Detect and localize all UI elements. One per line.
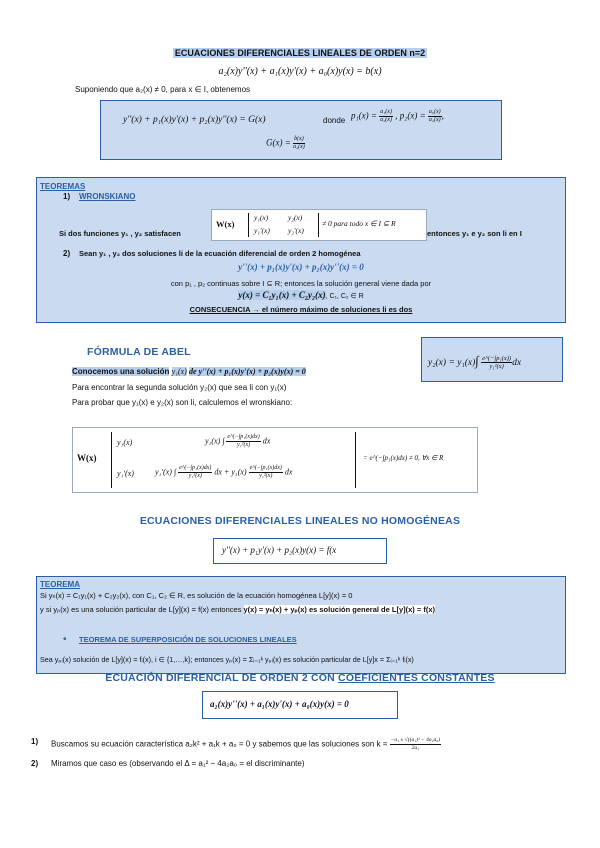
p1-label: p₁(x) = [351, 110, 377, 121]
g-denominator: a₂(x) [293, 144, 305, 150]
wronskian-condition: ≠ 0 para todo x ∈ I ⊆ R [322, 219, 396, 228]
abel-w-r1-fraction [226, 434, 260, 449]
page-title: ECUACIONES DIFERENCIALES LINEALES DE ORDEN n=2 [174, 48, 426, 58]
wronskiano-title: WRONSKIANO [79, 192, 136, 201]
abel-w-r2c2-wrap [155, 465, 292, 480]
abel-w-r2-num: e^(−∫p₁(x)dx) [179, 465, 212, 471]
superposition-line: Sea yₚᵢ(x) solución de L[y](x) = fᵢ(x), i ∈ {1,…,k}; entonces yₚ(x) = Σᵢ₌₁ᵏ yₚᵢ(x) es solución particular de L[y]x = Σᵢ₌₁ᵏ fᵢ(x) [40, 655, 414, 664]
abel-formula-lhs: y₂(x) = y₁(x) [428, 358, 476, 368]
abel-formula-numerator: e^(−∫p₁(x)) [482, 355, 512, 363]
abel-w-r1-dx: dx [262, 436, 271, 446]
consecuencia: CONSECUENCIA → el número máximo de soluciones li es dos [189, 305, 413, 314]
continuity-text: con p₁ , p₂ continuas sobre I ⊆ R; entonces la solución general viene dada por [170, 279, 432, 288]
g-definition [266, 136, 305, 151]
abel-w-r1c2-wrap [205, 434, 270, 449]
nohomog-theorem-heading: TEOREMA [40, 580, 80, 589]
normal-form-box [100, 100, 502, 160]
abel-w-r1-den: y₁²(x) [236, 442, 251, 448]
wr-cell-y1-prime: y₁'(x) [254, 226, 270, 235]
g-numerator: b(x) [294, 136, 304, 142]
abel-title: FÓRMULA DE ABEL [87, 346, 191, 358]
wronskiano-conclusion: entonces y₁ e y₂ son li en I [427, 229, 522, 238]
g-fraction [293, 136, 305, 151]
abel-w-r1c1: y₁(x) [117, 438, 133, 447]
wronskian-determinant [211, 209, 427, 241]
abel-line1-b: y₁(x) [171, 367, 187, 376]
step1-fraction-num: −a₁ ± √((a₁)² − 4a₂a₀) [390, 737, 440, 743]
nohomog-line2 [40, 605, 435, 614]
step2-number: 2) [31, 759, 39, 768]
p1-numerator: a₁(x) [380, 109, 392, 115]
teoremas-box [36, 177, 566, 323]
bullet-icon: • [63, 634, 67, 645]
donde-label: donde [323, 116, 346, 125]
abel-w-r1-num: e^(−∫p₁(x)dx) [227, 434, 260, 440]
nohomog-equation: y''(x) + p₁y'(x) + p₂(x)y(x) = f(x [222, 545, 337, 555]
p1-fraction [379, 109, 393, 124]
wr-cell-y1: y₁(x) [254, 213, 269, 222]
wr-cell-y2: y₂(x) [288, 213, 303, 222]
p2-denominator: a₂(x) [428, 117, 441, 123]
abel-line3: Para probar que y₁(x) e y₂(x) son li, calculemos el wronskiano: [72, 398, 293, 407]
wronskiano-premise: Si dos funciones y₁ , y₂ satisfacen [59, 229, 181, 238]
determinant-bar-right [318, 213, 319, 237]
main-equation: a₂(x)y''(x) + a₁(x)y'(x) + a₀(x)y(x) = b(x) [218, 66, 382, 77]
item2-text: Sean y₁ , y₂ dos soluciones li de la ecuación diferencial de orden 2 homogénea [79, 249, 361, 258]
abel-line1-a: Conocemos una solución [72, 367, 170, 376]
coef-title-b: COEFICIENTES CONSTANTES [338, 672, 495, 684]
abel-formula: y₂(x) = y₁(x)∫ $\frac{\text{e\textasciicircum{}(−∫p₁(x))}}{\text{y₁²(x)}}$ dx [428, 353, 522, 371]
p2-fraction [428, 109, 442, 124]
coef-equation: a₂(x)y''(x) + a₁(x)y'(x) + a₀(x)y(x) = 0 [210, 699, 349, 709]
nohomog-theorem-box [36, 576, 566, 674]
step1-number: 1) [31, 737, 39, 746]
general-solution-wrap [37, 290, 565, 300]
abel-wronskian-result: = e^(−∫p₁(x)dx) ≠ 0, ∀x ∈ R [363, 454, 444, 462]
abel-formula-dx: dx [512, 358, 522, 368]
step1-line [51, 737, 441, 752]
abel-w-r2-den2: y₁²(x) [259, 473, 273, 479]
abel-w-r2c2: y₁'(x) ∫ [155, 467, 177, 477]
normal-form-equation: y''(x) + p₁(x)y'(x) + p₂(x)y''(x) = G(x) [123, 115, 266, 125]
p2-label: , p₂(x) = [395, 110, 426, 121]
coef-title [0, 672, 600, 684]
abel-w-r2c1: y₁'(x) [117, 469, 134, 478]
abel-w-r2-fraction2 [249, 465, 283, 480]
homogeneous-equation: y''(x) + p₁(x)y'(x) + p₂(x)y''(x) = 0 [238, 262, 364, 272]
p1-denominator: a₂(x) [380, 117, 392, 123]
item1-number: 1) [63, 192, 71, 201]
abel-det-bar-right [355, 432, 356, 488]
abel-formula-fraction [481, 355, 512, 370]
abel-line1 [72, 367, 306, 376]
abel-w-r2-fraction [178, 465, 212, 480]
abel-det-bar-left [111, 432, 112, 488]
abel-line1-c: de y''(x) + p₁(x)y'(x) + p₂(x)y(x) = 0 [189, 367, 306, 376]
abel-wronskian-label: W(x) [77, 453, 97, 463]
nohomog-line1: Si yₕ(x) = C₁y₁(x) + C₂y₂(x), con C₁, C₂ ∈ R, es solución de la ecuación homogénea L[y](x) = 0 [40, 591, 353, 600]
abel-w-r2-num2: e^(−∫p₁(x)dx) [249, 465, 282, 471]
general-solution-constants: , C₁, C₂ ∈ R [325, 293, 364, 300]
p2-numerator: a₀(x) [428, 109, 441, 115]
abel-wronskian-box [72, 427, 478, 493]
item2-number: 2) [63, 249, 71, 258]
g-label: G(x) = [266, 137, 291, 148]
step2-text: Miramos que caso es (observando el Δ = a₁² − 4a₂a₀ = el discriminante) [51, 759, 305, 768]
page-title-wrap [0, 48, 600, 58]
abel-line2: Para encontrar la segunda solución y₂(x) que sea li con y₁(x) [72, 383, 287, 392]
abel-formula-box [421, 337, 563, 382]
general-solution: y(x) = C₁y₁(x) + C₂y₂(x) [238, 290, 326, 300]
superposition-title: TEOREMA DE SUPERPOSICIÓN DE SOLUCIONES LINEALES [79, 635, 297, 644]
abel-w-r1c2: y₁(x) ∫ [205, 436, 225, 446]
step1-fraction-den: 2a₂ [411, 745, 420, 751]
suppose-text: Suponiendo que a₂(x) ≠ 0, para x ∈ I, obtenemos [75, 85, 251, 94]
step1-text: Buscamos su ecuación característica a₂k² + a₁k + a₀ = 0 y sabemos que las soluciones son k = [51, 739, 388, 749]
nohomog-title: ECUACIONES DIFERENCIALES LINEALES NO HOMOGÉNEAS [139, 515, 461, 527]
nohomog-equation-box [213, 538, 387, 564]
step1-fraction [390, 737, 441, 752]
wronskian-label: W(x) [216, 219, 235, 229]
coef-equation-box [202, 691, 398, 719]
coefficient-definitions [351, 109, 444, 124]
wr-cell-y2-prime: y₂'(x) [288, 226, 304, 235]
teoremas-heading: TEOREMAS [40, 182, 86, 191]
determinant-bar-left [248, 213, 249, 237]
abel-w-r2-den: y₁²(x) [188, 473, 202, 479]
abel-w-r2-mid: dx + y₁(x) [214, 467, 247, 477]
coef-title-a: ECUACIÓN DIFERENCIAL DE ORDEN 2 CON [105, 672, 339, 684]
abel-w-r2-dx: dx [284, 467, 293, 477]
p2-end: , [441, 110, 444, 121]
nohomog-line2-b: y(x) = yₕ(x) + yₚ(x) es solución general de L[y](x) = f(x) [243, 605, 436, 614]
abel-formula-denominator: y₁²(x) [489, 363, 504, 371]
nohomog-line2-a: y si yₚ(x) es una solución particular de L[y](x) = f(x) entonces [40, 605, 242, 614]
